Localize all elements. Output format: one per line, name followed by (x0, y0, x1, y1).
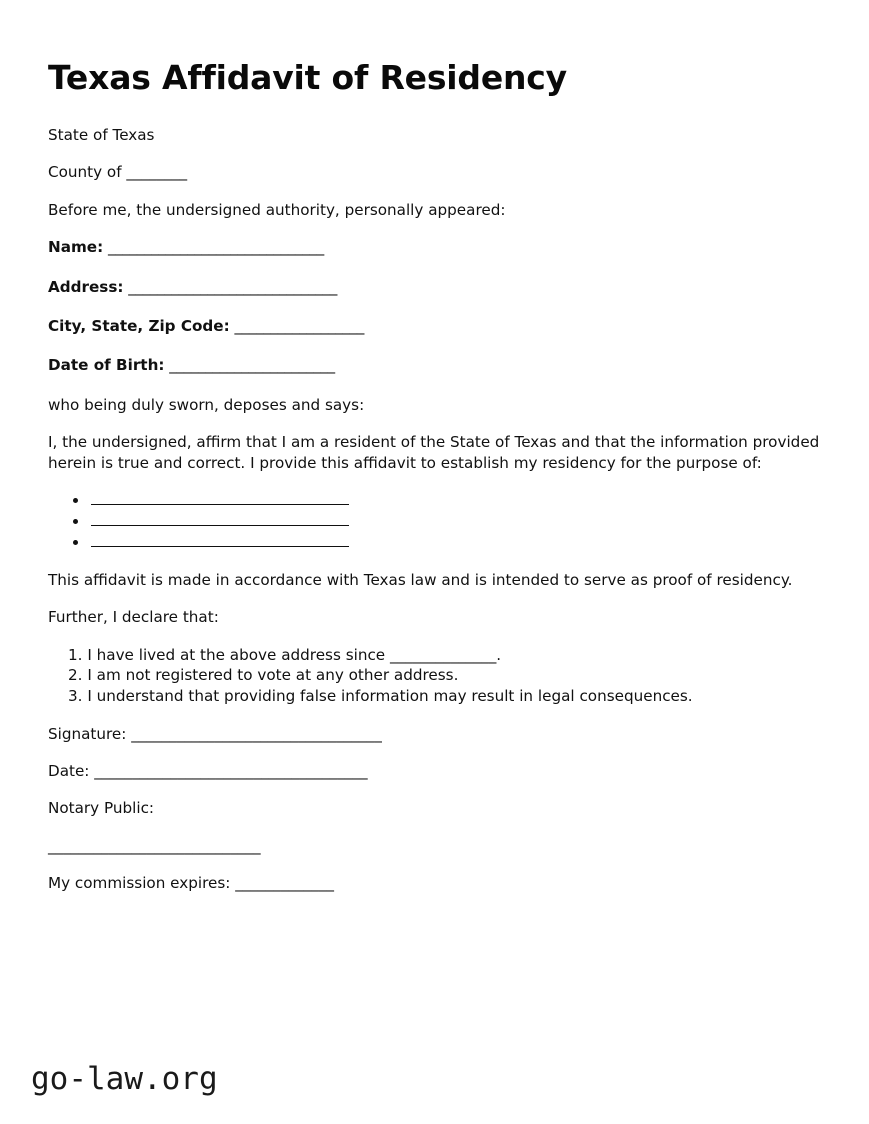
notary-public-label: Notary Public: (48, 799, 155, 818)
affirmation-paragraph: I, the undersigned, affirm that I am a resident of the State of Texas and that the information provided herein is true and correct. I provide this affidavit to establish my residency for the purpose of: (48, 433, 820, 472)
accordance-paragraph: This affidavit is made in accordance with Texas law and is intended to serve as proof of residency. (48, 571, 793, 590)
field-name-blank[interactable]: ______________________________ (108, 238, 324, 257)
field-address-blank[interactable]: _____________________________ (128, 277, 337, 296)
signature-line[interactable]: Signature: _________________________________ (48, 724, 382, 743)
site-watermark: go-law.org (31, 1061, 218, 1097)
purpose-blank-1[interactable] (91, 491, 349, 505)
notary-signature-blank[interactable]: ____________________________ (48, 836, 261, 855)
county-line: County of ________ (48, 163, 188, 182)
field-city-state-zip-blank[interactable]: __________________ (234, 317, 364, 336)
list-item: I am not registered to vote at any other address. (87, 666, 459, 685)
list-item (73, 490, 823, 511)
state-line: State of Texas (48, 126, 155, 144)
field-address-label: Address: (48, 277, 124, 296)
page-title: Texas Affidavit of Residency (48, 58, 567, 97)
list-item: I understand that providing false information may result in legal consequences. (87, 687, 693, 706)
field-address (48, 277, 823, 297)
declarations-list (48, 645, 823, 707)
list-item (73, 532, 823, 553)
sworn-line: who being duly sworn, deposes and says: (48, 395, 365, 414)
appearance-line: Before me, the undersigned authority, personally appeared: (48, 200, 506, 219)
field-name-label: Name: (48, 238, 104, 257)
further-declare-line: Further, I declare that: (48, 608, 219, 627)
list-item (73, 511, 823, 532)
date-line[interactable]: Date: ____________________________________ (48, 762, 368, 781)
list-item: I have lived at the above address since ______________. (87, 645, 502, 664)
field-city-state-zip (48, 316, 823, 336)
field-date-of-birth-blank[interactable]: _______________________ (169, 356, 335, 375)
purpose-blank-list (48, 490, 823, 553)
purpose-blank-3[interactable] (91, 533, 349, 547)
field-name (48, 237, 823, 257)
field-city-state-zip-label: City, State, Zip Code: (48, 317, 230, 336)
document-content (48, 57, 823, 911)
field-date-of-birth (48, 355, 823, 375)
field-date-of-birth-label: Date of Birth: (48, 356, 165, 375)
commission-expires-line[interactable]: My commission expires: _____________ (48, 874, 334, 893)
purpose-blank-2[interactable] (91, 512, 349, 526)
